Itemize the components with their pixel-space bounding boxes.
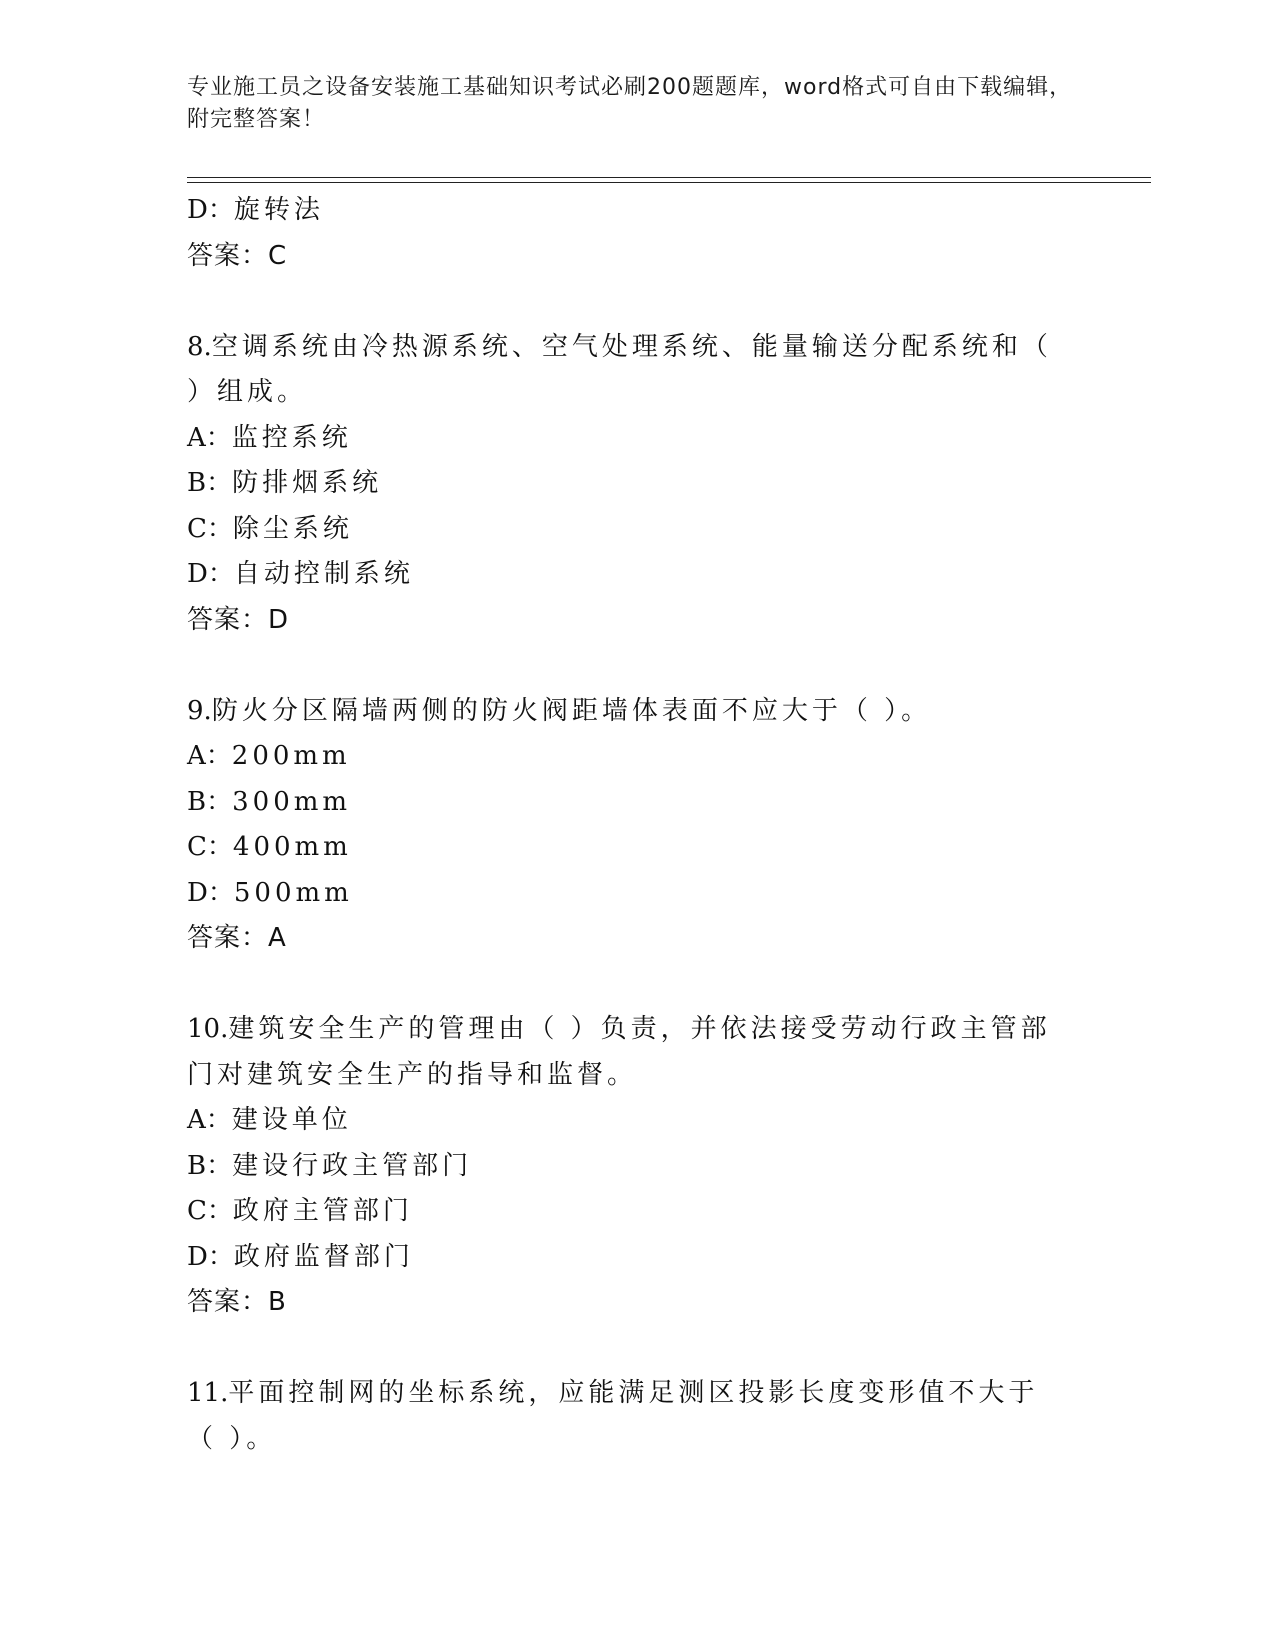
option-b bbox=[187, 461, 1067, 507]
option-text: 除尘系统 bbox=[232, 513, 353, 544]
document-header: 专业施工员之设备安装施工基础知识考试必刷200题题库，word格式可自由下载编辑，附完整答案！ bbox=[187, 75, 1073, 132]
option-key: C： bbox=[187, 1196, 233, 1226]
question-number: 10. bbox=[187, 1014, 229, 1044]
option-key: A： bbox=[187, 1105, 232, 1135]
option-text: 防排烟系统 bbox=[232, 468, 383, 498]
question-11 bbox=[187, 1371, 1067, 1462]
option-key: D： bbox=[187, 877, 234, 908]
option-text: 监控系统 bbox=[231, 422, 352, 453]
question-number: 9. bbox=[187, 695, 212, 726]
option-c bbox=[187, 1189, 1067, 1235]
option-key: A： bbox=[187, 741, 232, 771]
option-key: C： bbox=[187, 513, 233, 544]
question-text: 防火分区隔墙两侧的防火阀距墙体表面不应大于（ ）。 bbox=[211, 695, 932, 726]
option-a bbox=[187, 734, 1067, 780]
option-key: D： bbox=[187, 195, 234, 225]
option-text: 旋转法 bbox=[233, 195, 324, 225]
option-c bbox=[187, 825, 1067, 871]
option-text: 建设单位 bbox=[231, 1105, 352, 1135]
question-10 bbox=[187, 1007, 1067, 1098]
option-text: 200mm bbox=[231, 741, 351, 771]
question-8 bbox=[187, 325, 1067, 416]
option-text: 建设行政主管部门 bbox=[232, 1150, 473, 1181]
option-d bbox=[187, 552, 1067, 598]
option-key: A： bbox=[187, 422, 232, 453]
question-content bbox=[187, 188, 1067, 1462]
option-text: 自动控制系统 bbox=[233, 559, 414, 589]
option-d bbox=[187, 871, 1067, 917]
option-key: C： bbox=[187, 832, 233, 862]
question-text: 建筑安全生产的管理由（ ）负责，并依法接受劳动行政主管部门对建筑安全生产的指导和监督。 bbox=[187, 1014, 1051, 1090]
option-key: B： bbox=[187, 468, 233, 498]
option-key: B： bbox=[187, 1150, 233, 1181]
option-text: 400mm bbox=[232, 832, 352, 862]
option-b bbox=[187, 1144, 1067, 1190]
option-key: B： bbox=[187, 786, 233, 817]
option-text: 政府监督部门 bbox=[233, 1241, 414, 1272]
option-text: 500mm bbox=[233, 877, 353, 908]
header-divider-bottom bbox=[187, 182, 1151, 183]
header-divider-top bbox=[187, 177, 1151, 178]
option-d bbox=[187, 1235, 1067, 1281]
option-a bbox=[187, 416, 1067, 462]
question-number: 8. bbox=[187, 331, 212, 362]
question-text: 平面控制网的坐标系统，应能满足测区投影长度变形值不大于（ ）。 bbox=[187, 1378, 1039, 1454]
option-d bbox=[187, 188, 1067, 234]
option-b bbox=[187, 780, 1067, 826]
option-c bbox=[187, 507, 1067, 553]
answer-line: 答案：D bbox=[187, 604, 290, 635]
option-a bbox=[187, 1098, 1067, 1144]
option-text: 政府主管部门 bbox=[232, 1196, 413, 1226]
option-key: D： bbox=[187, 559, 234, 589]
question-9 bbox=[187, 689, 1067, 735]
question-number: 11. bbox=[187, 1378, 229, 1408]
option-text: 300mm bbox=[232, 786, 352, 817]
question-text: 空调系统由冷热源系统、空气处理系统、能量输送分配系统和（ ）组成。 bbox=[187, 331, 1052, 407]
answer-line: 答案：A bbox=[187, 923, 287, 953]
answer-line: 答案：B bbox=[187, 1287, 287, 1317]
option-key: D： bbox=[187, 1241, 234, 1272]
answer-line: 答案：C bbox=[187, 240, 288, 271]
